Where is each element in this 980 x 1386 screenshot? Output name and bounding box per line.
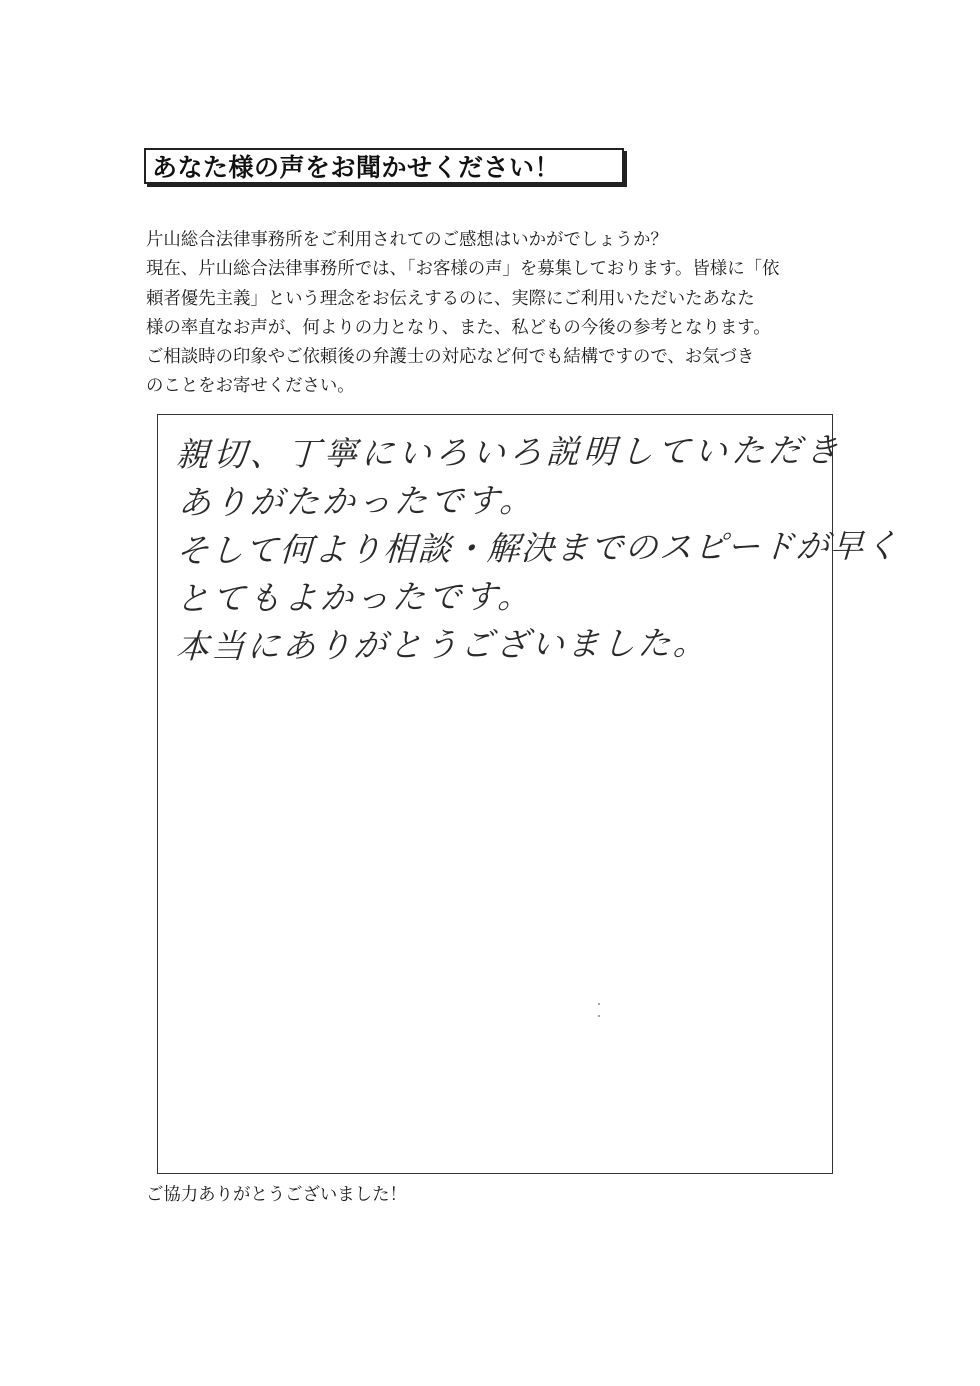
scan-speck (598, 1003, 600, 1005)
handwritten-line: とてもよかったです。 (175, 576, 535, 618)
intro-line: 現在、片山総合法律事務所では、「お客様の声」を募集しております。皆様に「依 (146, 259, 780, 280)
handwritten-line: ありがたかったです。 (177, 480, 537, 522)
intro-line: ご相談時の印象やご依頼後の弁護士の対応など何でも結構ですので、お気づき (146, 347, 755, 368)
intro-line: のことをお寄せください。 (146, 376, 355, 397)
footer-thanks: ご協力ありがとうございました！ (146, 1185, 407, 1205)
handwritten-line: 親切、丁寧にいろいろ説明していただき (175, 430, 844, 474)
form-title-box (144, 148, 624, 184)
intro-line: 頼者優先主義」という理念をお伝えするのに、実際にご利用いただいたあなた (146, 288, 755, 309)
handwritten-comment (175, 430, 901, 671)
intro-line: 様の率直なお声が、何よりの力となり、また、私どもの今後の参考となります。 (146, 317, 771, 338)
handwritten-line: そして何より相談・解決までのスピードが早く (175, 525, 901, 570)
comment-box (157, 414, 901, 1174)
intro-paragraph (146, 226, 856, 402)
scan-speck (598, 1015, 600, 1017)
intro-line: 片山総合法律事務所をご利用されてのご感想はいかがでしょうか？ (146, 230, 668, 250)
form-title: あなた様の声をお聞かせください！ (152, 153, 561, 182)
handwritten-line: 本当にありがとうございました。 (175, 623, 710, 666)
